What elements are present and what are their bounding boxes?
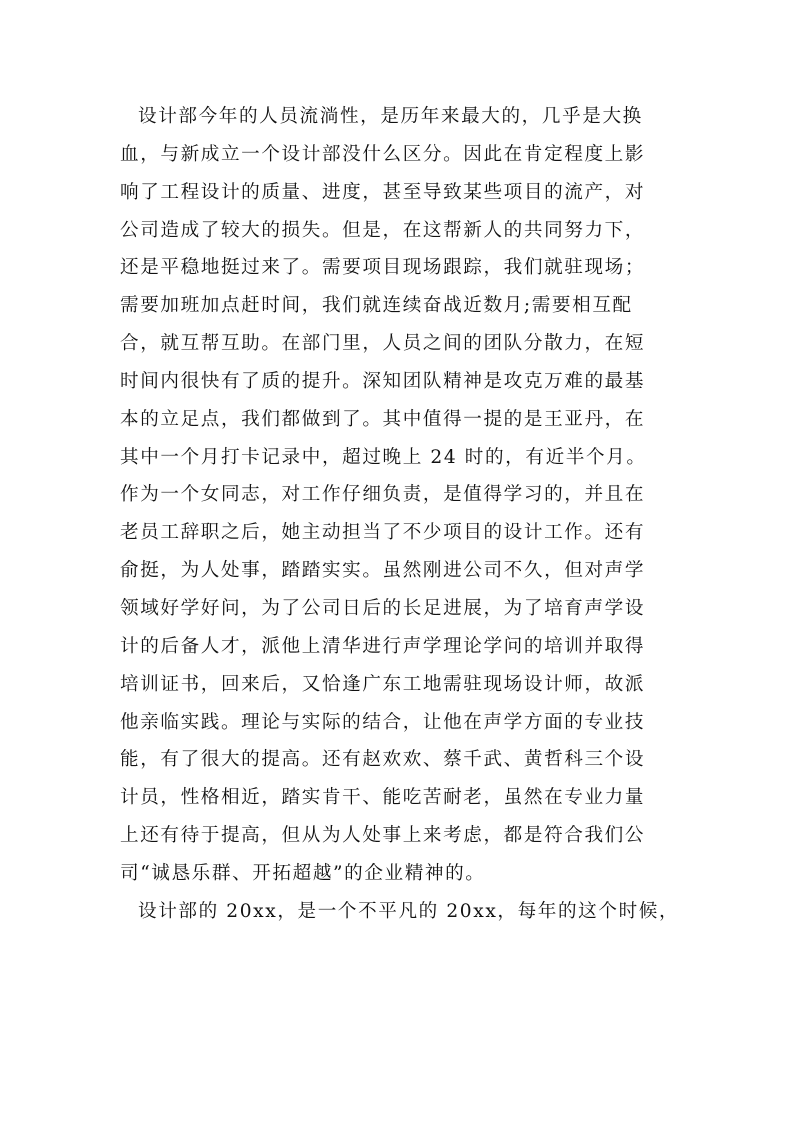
paragraph-line: 血，与新成立一个设计部没什么区分。因此在肯定程度上影: [120, 143, 646, 165]
paragraph-line: 其中一个月打卡记录中，超过晚上 24 时的，有近半个月。: [120, 446, 647, 468]
paragraph-line: 他亲临实践。理论与实际的结合，让他在声学方面的专业技: [120, 711, 646, 733]
paragraph-line: 上还有待于提高，但从为人处事上来考虑，都是符合我们公: [120, 825, 646, 847]
paragraph-line: 作为一个女同志，对工作仔细负责，是值得学习的，并且在: [120, 484, 646, 506]
paragraph-line: 培训证书，回来后，又恰逢广东工地需驻现场设计师，故派: [120, 673, 646, 695]
paragraph-line: 需要加班加点赶时间，我们就连续奋战近数月;需要相互配: [120, 295, 633, 317]
paragraph-line: 响了工程设计的质量、进度，甚至导致某些项目的流产，对: [120, 181, 646, 203]
paragraph-line: 司“诚恳乐群、开拓超越”的企业精神的。: [120, 862, 486, 884]
paragraph-line: 设计部今年的人员流淌性，是历年来最大的，几乎是大换: [138, 106, 643, 127]
paragraph-line: 老员工辞职之后，她主动担当了不少项目的设计工作。还有: [120, 522, 646, 544]
paragraph-line: 设计部的 20xx，是一个不平凡的 20xx，每年的这个时候，: [138, 900, 680, 922]
paragraph-line: 本的立足点，我们都做到了。其中值得一提的是王亚丹，在: [120, 408, 646, 430]
paragraph-line: 计员，性格相近，踏实肯干、能吃苦耐老，虽然在专业力量: [120, 787, 646, 809]
paragraph-line: 合，就互帮互助。在部门里，人员之间的团队分散力，在短: [120, 333, 646, 355]
paragraph-line: 俞挺，为人处事，踏踏实实。虽然刚进公司不久，但对声学: [120, 560, 646, 582]
paragraph-line: 能，有了很大的提高。还有赵欢欢、蔡千武、黄哲科三个设: [120, 749, 646, 771]
paragraph-line: 公司造成了较大的损失。但是，在这帮新人的共同努力下，: [120, 219, 646, 241]
paragraph-line: 时间内很快有了质的提升。深知团队精神是攻克万难的最基: [120, 370, 646, 392]
paragraph-line: 计的后备人才，派他上清华进行声学理论学问的培训并取得: [120, 635, 646, 657]
body-text: [120, 98, 680, 931]
paragraph-line: 领域好学好问，为了公司日后的长足进展，为了培育声学设: [120, 597, 646, 619]
paragraph-line: 还是平稳地挺过来了。需要项目现场跟踪，我们就驻现场；: [120, 257, 646, 279]
